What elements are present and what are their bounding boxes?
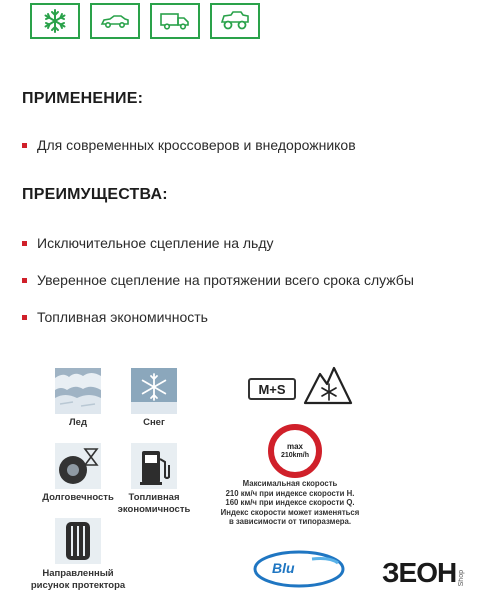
advantage-item-text: Исключительное сцепление на льду <box>37 235 274 251</box>
snow-icon <box>131 368 177 414</box>
brand-logo-text: ЗЕОН <box>382 557 457 588</box>
speed-info-line: Максимальная скорость <box>242 479 338 488</box>
tread-label-line2: рисунок протектора <box>30 580 126 591</box>
speed-info-line: в зависимости от типоразмера. <box>228 517 352 526</box>
snowflake-icon <box>30 3 80 39</box>
bullet-icon <box>22 315 27 320</box>
advantage-item <box>22 309 208 325</box>
brand-logo-suffix: Shop <box>458 569 466 586</box>
snow-label: Снег <box>143 417 165 428</box>
fuel-label-line1: Топливная <box>128 492 180 503</box>
advantage-item <box>22 272 414 288</box>
fuel-label <box>110 492 198 516</box>
advantage-item <box>22 235 274 251</box>
advantage-item-text: Уверенное сцепление на протяжении всего срока службы <box>37 272 414 288</box>
advantages-title: ПРЕИМУЩЕСТВА: <box>22 186 168 203</box>
bluecore-logo-text: Blu <box>272 560 295 576</box>
speed-info-line: Индекс скорости может изменяться <box>220 507 360 517</box>
ice-label: Лед <box>69 417 87 428</box>
suv-icon <box>210 3 260 39</box>
tread-label-line1: Направленный <box>42 568 114 579</box>
speed-sign-value: 210km/h <box>280 452 310 459</box>
tire-category-icons <box>30 3 260 39</box>
advantage-item-text: Топливная экономичность <box>37 309 208 325</box>
bullet-icon <box>22 241 27 246</box>
fuel-label-line2: экономичность <box>117 504 191 515</box>
ice-icon <box>55 368 101 414</box>
application-item <box>22 137 356 153</box>
speed-info-line: 160 км/ч при индексе скорости Q. <box>225 498 355 507</box>
speed-info <box>205 479 375 527</box>
longevity-label: Долговечность <box>42 492 114 503</box>
fuel-pump-icon <box>131 443 177 489</box>
ms-badge: M+S <box>248 378 296 400</box>
application-item-text: Для современных кроссоверов и внедорожников <box>37 137 356 153</box>
bluecore-logo <box>252 549 346 594</box>
speed-info-line: 210 км/ч при индексе скорости H. <box>225 488 355 498</box>
longevity-icon <box>55 443 101 489</box>
bullet-icon <box>22 278 27 283</box>
car-icon <box>90 3 140 39</box>
truck-icon <box>150 3 200 39</box>
bullet-icon <box>22 143 27 148</box>
directional-tread-icon <box>55 518 101 564</box>
application-title: ПРИМЕНЕНИЕ: <box>22 90 144 107</box>
speed-sign-max: max <box>286 442 303 451</box>
brand-logo <box>382 557 466 588</box>
tread-label <box>28 568 128 592</box>
speed-limit-sign <box>268 424 322 478</box>
three-peak-mountain-snowflake-icon <box>303 362 353 411</box>
